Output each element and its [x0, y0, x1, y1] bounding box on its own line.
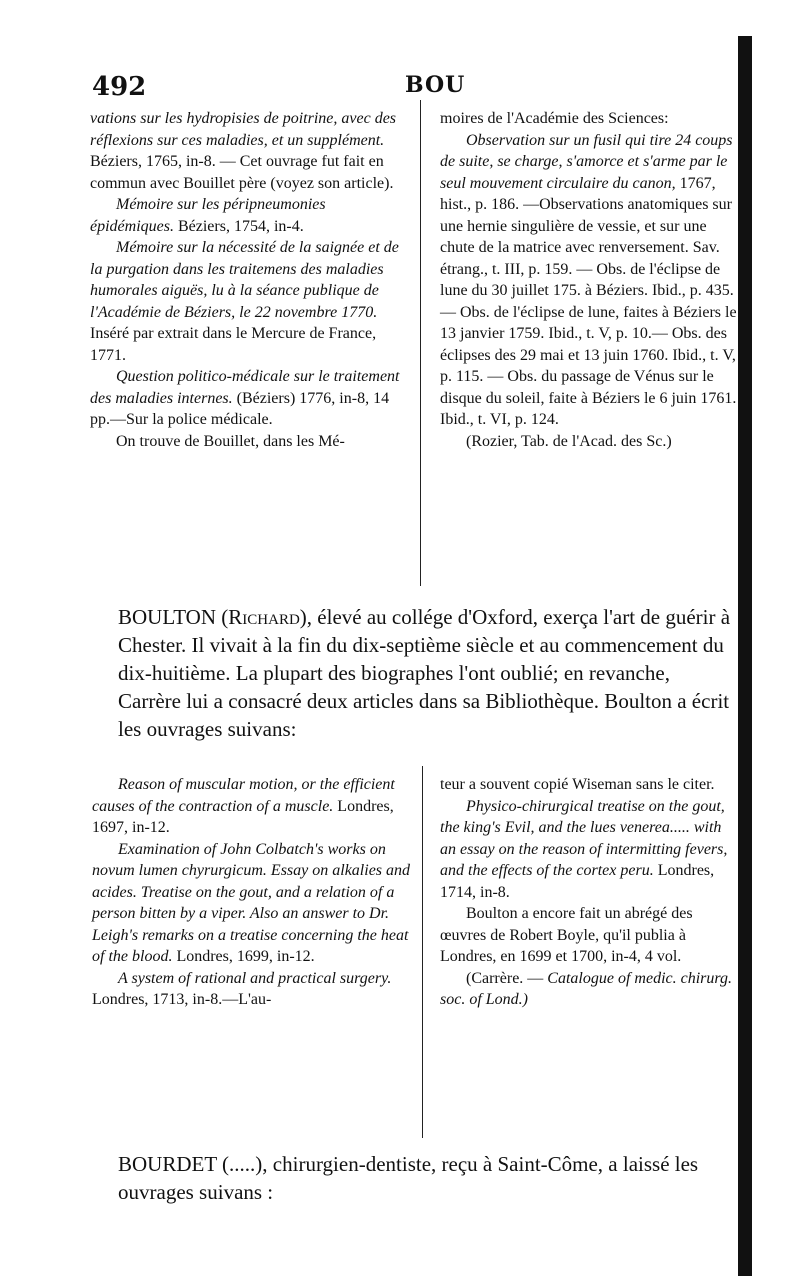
entry-text: , chirurgien-dentiste, reçu à Saint-Côme, a laissé les ouvrages suivans : — [118, 1152, 699, 1204]
paragraph: Mémoire sur les péripneumonies épidémiques. Béziers, 1754, in-4. — [90, 196, 326, 235]
paragraph: A system of rational and practical surgery. Londres, 1713, in-8.—L'au- — [92, 969, 392, 1008]
entry-given-name: Richard — [228, 605, 300, 629]
paragraph: Mémoire sur la nécessité de la saignée et de la purgation dans les traitemens des maladies humorales aiguës, lu à la séance publique de l'Académie de Béziers, le 22 novembre 1770. Inséré par extrait dans le Mercure de France, 1771. — [90, 239, 399, 364]
column-divider-bottom — [422, 766, 423, 1138]
paragraph: Question politico-médicale sur le traitement des maladies internes. (Béziers) 1776, in-8, 14 pp.—Sur la police médicale. — [90, 368, 400, 428]
bottom-left-column — [92, 774, 410, 1011]
entry-boulton: BOULTON (Richard), élevé au collége d'Oxford, exerça l'art de guérir à Chester. Il vivait à la fin du dix-septième siècle et au commencement du dix-huitième. La plupart des biographes l'ont oublié; en revanche, Carrère lui a consacré deux articles dans sa Bibliothèque. Boulton a écrit les ouvrages suivans: — [118, 605, 731, 741]
citation: (Carrère. — Catalogue of medic. chirurg. soc. of Lond.) — [440, 969, 733, 1008]
entry-text: élevé au collége d'Oxford, exerça l'art de guérir à Chester. Il vivait à la fin du dix-septième siècle et au commencement du dix-huitième. La plupart des biographes l'ont oublié; en revanche, Carrère lui a consacré deux articles dans sa Bibliothèque. Boulton a écrit les ouvrages suivans: — [118, 605, 731, 741]
citation: (Rozier, Tab. de l'Acad. des Sc.) — [466, 432, 672, 450]
page-number: 492 — [92, 72, 147, 102]
entry-bourdet — [118, 1150, 736, 1206]
paragraph: Examination of John Colbatch's works on novum lumen chyrurgicum. Essay on alkalies and acides. Treatise on the gout, and a relation of a person bitten by a viper. Also an answer to Dr. Leigh's remarks on a treatise concerning the heat of the blood. Londres, 1699, in-12. — [92, 840, 411, 965]
entry-given-name: (.....) — [222, 1152, 263, 1176]
paragraph: On trouve de Bouillet, dans les Mé- — [116, 432, 345, 450]
bottom-right-column — [440, 774, 740, 1011]
top-left-column — [90, 108, 402, 452]
paragraph: Boulton a encore fait un abrégé des œuvres de Robert Boyle, qu'il publia à Londres, en 1699 et 1700, in-4, 4 vol. — [440, 905, 693, 965]
entry-name: BOURDET — [118, 1152, 217, 1176]
paragraph: Physico-chirurgical treatise on the gout, the king's Evil, and the lues venerea..... with an essay on the reason of intermitting fevers, and the effects of the cortex peru. Londres, 1714, in-8. — [440, 797, 728, 901]
paragraph: vations sur les hydropisies de poitrine, avec des réflexions sur ces maladies, et un supplément. Béziers, 1765, in-8. — Cet ouvrage fut fait en commun avec Bouillet père (voyez son article). — [90, 110, 397, 192]
running-head: BOU — [405, 72, 466, 98]
paragraph: moires de l'Académie des Sciences: — [440, 110, 669, 127]
paragraph: Reason of muscular motion, or the efficient causes of the contraction of a muscle. Londres, 1697, in-12. — [92, 776, 395, 836]
paragraph: teur a souvent copié Wiseman sans le citer. — [440, 776, 715, 793]
paragraph: Observation sur un fusil qui tire 24 coups de suite, se charge, s'amorce et s'arme par le seul mouvement circulaire du canon, 1767, hist., p. 186. —Observations anatomiques sur une hernie singulière de vessie, et sur une chute de la matrice avec renversement. Sav. étrang., t. III, p. 159. — Obs. de l'éclipse de lune du 30 juillet 175. à Béziers. Ibid., p. 435. — Obs. de l'éclipse de lune, faites à Béziers le 13 janvier 1759. Ibid., t. V, p. 10.— Obs. des éclipses des 29 mai et 13 juin 1760. Ibid., t. V, p. 115. — Obs. du passage de Vénus sur le disque du soleil, faite à Béziers le 6 juin 1761. Ibid., t. VI, p. 124. — [440, 131, 737, 428]
column-divider-top — [420, 100, 421, 586]
top-right-column — [440, 108, 742, 452]
entry-name: BOULTON — [118, 605, 217, 629]
